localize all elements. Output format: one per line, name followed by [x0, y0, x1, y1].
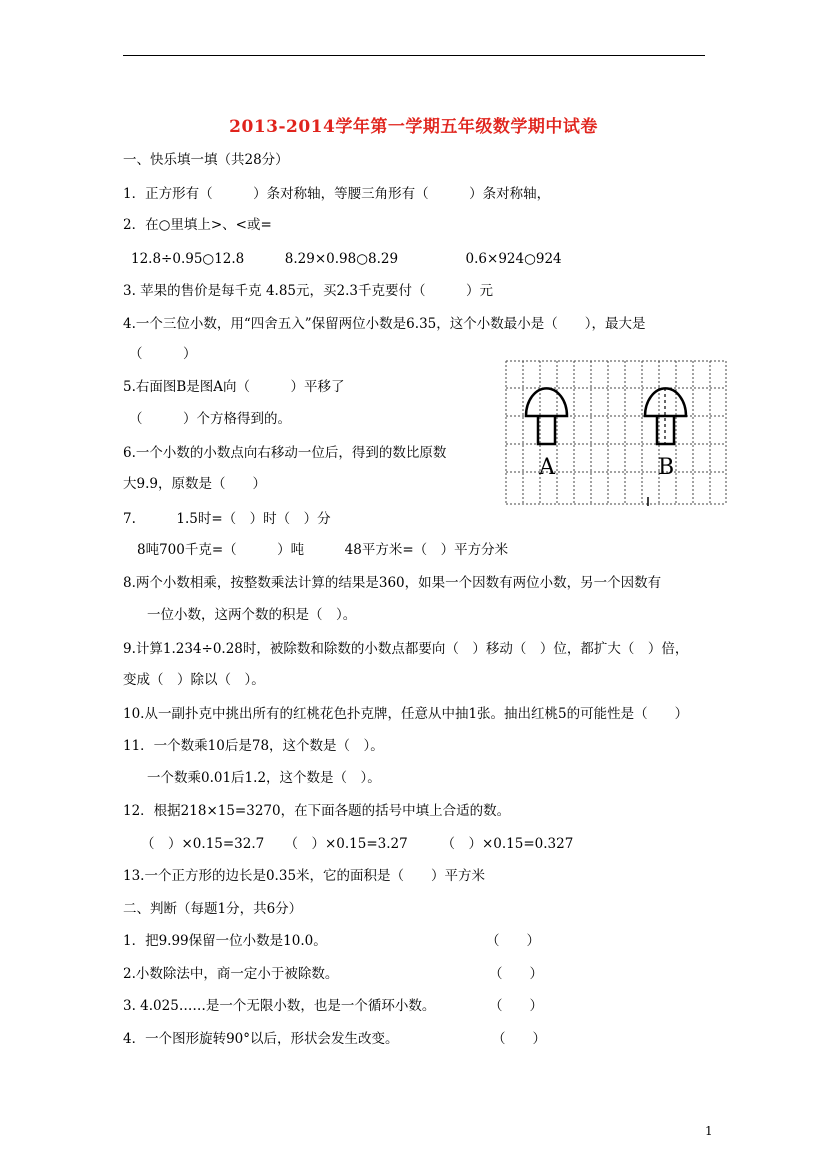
question-11: 11．一个数乘10后是78，这个数是（ ）。 — [123, 738, 384, 754]
question-6-continued: 大9.9，原数是（ ） — [123, 476, 266, 492]
shape-b-label: B — [658, 455, 675, 480]
judge-1: 1．把9.99保留一位小数是10.0。 — [123, 933, 327, 949]
translation-grid-figure — [505, 360, 727, 508]
question-4-continued: （ ） — [129, 346, 197, 362]
question-8-continued: 一位小数，这两个数的积是（ ）。 — [147, 607, 357, 623]
question-5-continued: （ ）个方格得到的。 — [129, 411, 291, 427]
question-2-items: 12.8÷0.95○12.8 8.29×0.98○8.29 0.6×924○924 — [131, 251, 562, 267]
judge-1-answer-box: （ ） — [486, 933, 540, 949]
judge-3-answer-box: （ ） — [489, 998, 543, 1014]
question-7-continued: 8吨700千克=（ ）吨 48平方米=（ ）平方分米 — [137, 542, 509, 558]
exam-title: 2013-2014学年第一学期五年级数学期中试卷 — [229, 117, 598, 137]
shape-a — [526, 388, 567, 444]
question-1: 1．正方形有（ ）条对称轴，等腰三角形有（ ）条对称轴， — [123, 186, 551, 202]
question-2: 2．在○里填上>、<或= — [123, 217, 272, 233]
judge-3: 3. 4.025……是一个无限小数，也是一个循环小数。 — [123, 998, 436, 1014]
page-number: 1 — [705, 1124, 713, 1138]
question-12: 12．根据218×15=3270，在下面各题的括号中填上合适的数。 — [123, 803, 511, 819]
question-7: 7. 1.5时=（ ）时（ ）分 — [123, 511, 331, 527]
section2-heading: 二、判断（每题1分，共6分） — [123, 901, 303, 917]
question-8: 8.两个小数相乘，按整数乘法计算的结果是360，如果一个因数有两位小数，另一个因数有 — [123, 575, 662, 591]
question-13: 13.一个正方形的边长是0.35米，它的面积是（ ）平方米 — [123, 868, 486, 884]
question-6: 6.一个小数的小数点向右移动一位后，得到的数比原数 — [123, 445, 447, 461]
section1-heading: 一、快乐填一填（共28分） — [123, 152, 289, 168]
question-11-continued: 一个数乘0.01后1.2，这个数是（ ）。 — [147, 770, 381, 786]
question-9: 9.计算1.234÷0.28时，被除数和除数的小数点都要向（ ）移动（ ）位，都扩大（ ）倍， — [123, 641, 689, 657]
shape-a-label: A — [539, 455, 555, 480]
question-12-items: （ ）×0.15=32.7 （ ）×0.15=3.27 （ ）×0.15=0.327 — [141, 836, 574, 852]
question-9-continued: 变成（ ）除以（ ）。 — [123, 672, 265, 688]
question-4: 4.一个三位小数，用“四舍五入”保留两位小数是6.35，这个小数最小是（ ），最大是 — [123, 316, 646, 332]
judge-4-answer-box: （ ） — [492, 1031, 546, 1047]
judge-2-answer-box: （ ） — [489, 966, 543, 982]
question-5: 5.右面图B是图A向（ ）平移了 — [123, 379, 345, 395]
header-rule — [123, 55, 705, 56]
question-3: 3. 苹果的售价是每千克 4.85元，买2.3千克要付（ ）元 — [123, 283, 493, 299]
question-10: 10.从一副扑克中挑出所有的红桃花色扑克牌，任意从中抽1张。抽出红桃5的可能性是（ ） — [123, 706, 689, 722]
judge-4: 4．一个图形旋转90°以后，形状会发生改变。 — [123, 1031, 399, 1047]
judge-2: 2.小数除法中，商一定小于被除数。 — [123, 966, 339, 982]
